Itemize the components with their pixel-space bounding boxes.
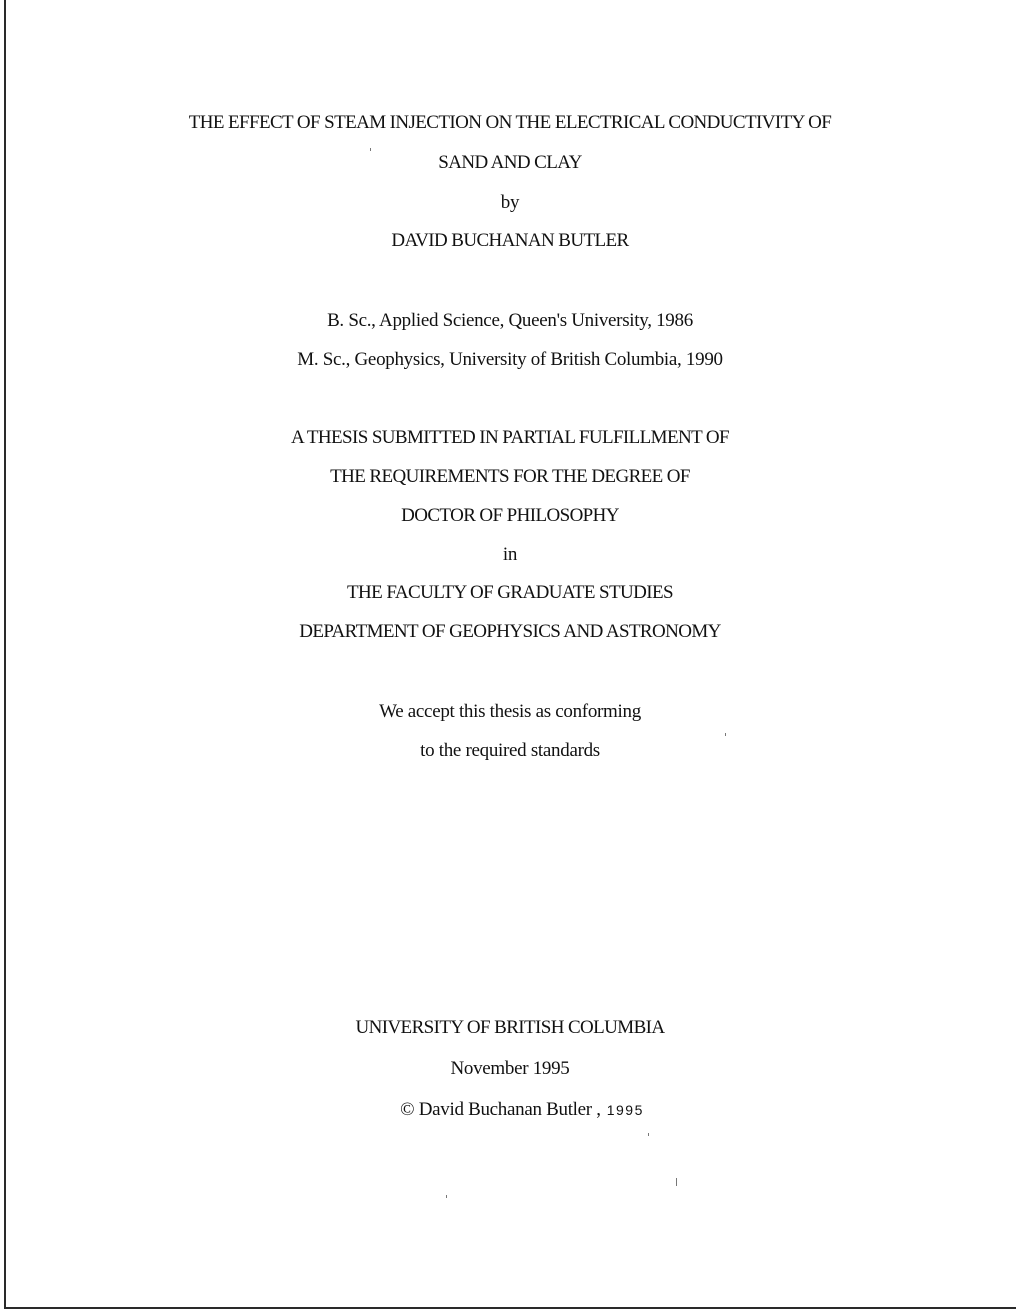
in-label: in <box>502 544 518 565</box>
degree-bsc: B. Sc., Applied Science, Queen's University, 1986 <box>327 310 693 331</box>
copyright-line <box>0 1099 1020 1121</box>
author-name: DAVID BUCHANAN BUTLER <box>391 230 629 251</box>
degree-name: DOCTOR OF PHILOSOPHY <box>401 505 619 526</box>
submission-line-2: THE REQUIREMENTS FOR THE DEGREE OF <box>330 466 690 487</box>
scan-speck <box>370 148 371 151</box>
scan-speck <box>725 733 726 736</box>
acceptance-line-1: We accept this thesis as conforming <box>379 701 641 722</box>
copyright-year: 1995 <box>606 1102 644 1118</box>
faculty-name: THE FACULTY OF GRADUATE STUDIES <box>347 582 673 603</box>
copyright-holder: © David Buchanan Butler , <box>400 1099 601 1120</box>
thesis-title-line-1: THE EFFECT OF STEAM INJECTION ON THE ELECTRICAL CONDUCTIVITY OF <box>188 112 832 133</box>
submission-date: November 1995 <box>450 1058 570 1079</box>
department-name: DEPARTMENT OF GEOPHYSICS AND ASTRONOMY <box>299 621 721 642</box>
thesis-title-line-2: SAND AND CLAY <box>438 152 582 173</box>
scan-speck <box>446 1195 447 1198</box>
degree-msc: M. Sc., Geophysics, University of British Columbia, 1990 <box>297 349 723 370</box>
by-label: by <box>500 192 520 213</box>
page-border-bottom <box>4 1307 1016 1309</box>
submission-line-1: A THESIS SUBMITTED IN PARTIAL FULFILLMENT OF <box>291 427 729 448</box>
acceptance-line-2: to the required standards <box>420 740 600 761</box>
university-name: UNIVERSITY OF BRITISH COLUMBIA <box>355 1017 665 1038</box>
scan-speck <box>676 1178 677 1186</box>
scan-speck <box>648 1133 649 1136</box>
